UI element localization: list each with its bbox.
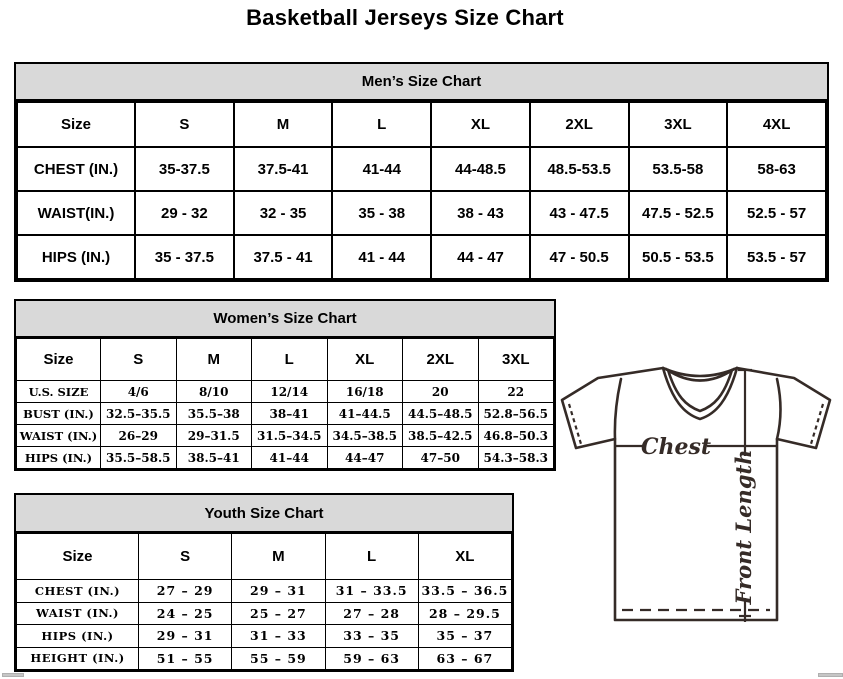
womens-size-table	[16, 338, 554, 469]
row-label: WAIST(IN.)	[17, 191, 135, 235]
table-row	[17, 580, 512, 603]
mens-size-chart-title: Men’s Size Chart	[16, 64, 827, 101]
womens-size-chart-table	[14, 299, 556, 471]
size-value-cell: 58-63	[727, 147, 826, 191]
size-value-cell: 50.5 - 53.5	[629, 235, 728, 279]
youth-size-chart-title: Youth Size Chart	[16, 495, 512, 533]
column-header: XL	[327, 339, 403, 381]
table-row	[17, 602, 512, 625]
size-value-cell: 37.5-41	[234, 147, 333, 191]
horizontal-scrollbar-fragment-left[interactable]	[2, 673, 24, 677]
table-row	[17, 625, 512, 648]
column-header: L	[332, 102, 431, 147]
size-value-cell: 35.5–38	[176, 403, 252, 425]
size-value-cell: 27 – 28	[325, 602, 418, 625]
column-header: M	[176, 339, 252, 381]
size-value-cell: 53.5 - 57	[727, 235, 826, 279]
column-header: XL	[418, 534, 511, 580]
column-header: Size	[17, 339, 101, 381]
table-row	[17, 235, 826, 279]
size-value-cell: 12/14	[252, 381, 328, 403]
column-header: 2XL	[530, 102, 629, 147]
table-row	[17, 403, 554, 425]
size-value-cell: 47–50	[403, 447, 479, 469]
row-label: CHEST (IN.)	[17, 147, 135, 191]
column-header: Size	[17, 102, 135, 147]
size-value-cell: 52.8–56.5	[478, 403, 554, 425]
size-value-cell: 44-48.5	[431, 147, 530, 191]
row-label: HIPS (IN.)	[17, 447, 101, 469]
row-label: HIPS (IN.)	[17, 625, 139, 648]
size-value-cell: 29–31.5	[176, 425, 252, 447]
size-value-cell: 63 – 67	[418, 647, 511, 670]
size-value-cell: 41–44	[252, 447, 328, 469]
row-label: HIPS (IN.)	[17, 235, 135, 279]
size-value-cell: 29 – 31	[232, 580, 325, 603]
table-row	[17, 425, 554, 447]
size-value-cell: 35-37.5	[135, 147, 234, 191]
size-value-cell: 29 – 31	[139, 625, 232, 648]
size-value-cell: 44–47	[327, 447, 403, 469]
size-value-cell: 41-44	[332, 147, 431, 191]
table-row	[17, 647, 512, 670]
size-value-cell: 44 - 47	[431, 235, 530, 279]
size-value-cell: 59 – 63	[325, 647, 418, 670]
column-header: S	[135, 102, 234, 147]
size-value-cell: 31 – 33	[232, 625, 325, 648]
row-label: HEIGHT (IN.)	[17, 647, 139, 670]
column-header: Size	[17, 534, 139, 580]
size-value-cell: 41 - 44	[332, 235, 431, 279]
youth-size-table	[16, 533, 512, 670]
column-header: S	[139, 534, 232, 580]
table-row	[17, 191, 826, 235]
column-header: 4XL	[727, 102, 826, 147]
page-title: Basketball Jerseys Size Chart	[246, 5, 564, 30]
youth-size-chart-table	[14, 493, 514, 672]
size-value-cell: 35 - 38	[332, 191, 431, 235]
row-label: WAIST (IN.)	[17, 425, 101, 447]
mens-size-chart-table	[14, 62, 829, 282]
size-value-cell: 47.5 - 52.5	[629, 191, 728, 235]
size-value-cell: 24 – 25	[139, 602, 232, 625]
table-row	[17, 381, 554, 403]
size-value-cell: 32.5–35.5	[101, 403, 177, 425]
column-header: XL	[431, 102, 530, 147]
column-header: M	[232, 534, 325, 580]
front-length-label: Front Length	[731, 449, 756, 605]
size-value-cell: 31.5–34.5	[252, 425, 328, 447]
size-value-cell: 35 – 37	[418, 625, 511, 648]
size-value-cell: 22	[478, 381, 554, 403]
column-header: 2XL	[403, 339, 479, 381]
size-value-cell: 33.5 – 36.5	[418, 580, 511, 603]
size-value-cell: 25 – 27	[232, 602, 325, 625]
size-value-cell: 31 – 33.5	[325, 580, 418, 603]
size-value-cell: 38.5–41	[176, 447, 252, 469]
size-value-cell: 43 - 47.5	[530, 191, 629, 235]
size-value-cell: 41–44.5	[327, 403, 403, 425]
size-value-cell: 27 – 29	[139, 580, 232, 603]
table-row	[17, 447, 554, 469]
size-value-cell: 44.5–48.5	[403, 403, 479, 425]
size-value-cell: 32 - 35	[234, 191, 333, 235]
size-value-cell: 38 - 43	[431, 191, 530, 235]
column-header: S	[101, 339, 177, 381]
size-value-cell: 46.8–50.3	[478, 425, 554, 447]
column-header: 3XL	[478, 339, 554, 381]
column-header: L	[252, 339, 328, 381]
chest-label: Chest	[640, 434, 712, 460]
row-label: BUST (IN.)	[17, 403, 101, 425]
mens-size-table	[16, 101, 827, 280]
row-label: CHEST (IN.)	[17, 580, 139, 603]
size-value-cell: 54.3–58.3	[478, 447, 554, 469]
row-label: U.S. SIZE	[17, 381, 101, 403]
size-value-cell: 55 – 59	[232, 647, 325, 670]
row-label: WAIST (IN.)	[17, 602, 139, 625]
womens-size-chart-title: Women’s Size Chart	[16, 301, 554, 338]
jersey-measurement-diagram	[556, 362, 842, 630]
jersey-outline	[562, 368, 830, 620]
size-value-cell: 52.5 - 57	[727, 191, 826, 235]
column-header: L	[325, 534, 418, 580]
size-value-cell: 28 – 29.5	[418, 602, 511, 625]
column-header: M	[234, 102, 333, 147]
size-value-cell: 38.5–42.5	[403, 425, 479, 447]
size-value-cell: 47 - 50.5	[530, 235, 629, 279]
size-value-cell: 29 - 32	[135, 191, 234, 235]
size-value-cell: 20	[403, 381, 479, 403]
size-value-cell: 33 – 35	[325, 625, 418, 648]
size-value-cell: 35.5–58.5	[101, 447, 177, 469]
size-value-cell: 8/10	[176, 381, 252, 403]
size-value-cell: 38–41	[252, 403, 328, 425]
size-value-cell: 16/18	[327, 381, 403, 403]
size-value-cell: 34.5–38.5	[327, 425, 403, 447]
column-header: 3XL	[629, 102, 728, 147]
size-value-cell: 51 – 55	[139, 647, 232, 670]
size-value-cell: 37.5 - 41	[234, 235, 333, 279]
horizontal-scrollbar-fragment-right[interactable]	[818, 673, 843, 677]
size-value-cell: 53.5-58	[629, 147, 728, 191]
size-value-cell: 35 - 37.5	[135, 235, 234, 279]
size-value-cell: 26–29	[101, 425, 177, 447]
size-value-cell: 48.5-53.5	[530, 147, 629, 191]
size-value-cell: 4/6	[101, 381, 177, 403]
table-row	[17, 147, 826, 191]
